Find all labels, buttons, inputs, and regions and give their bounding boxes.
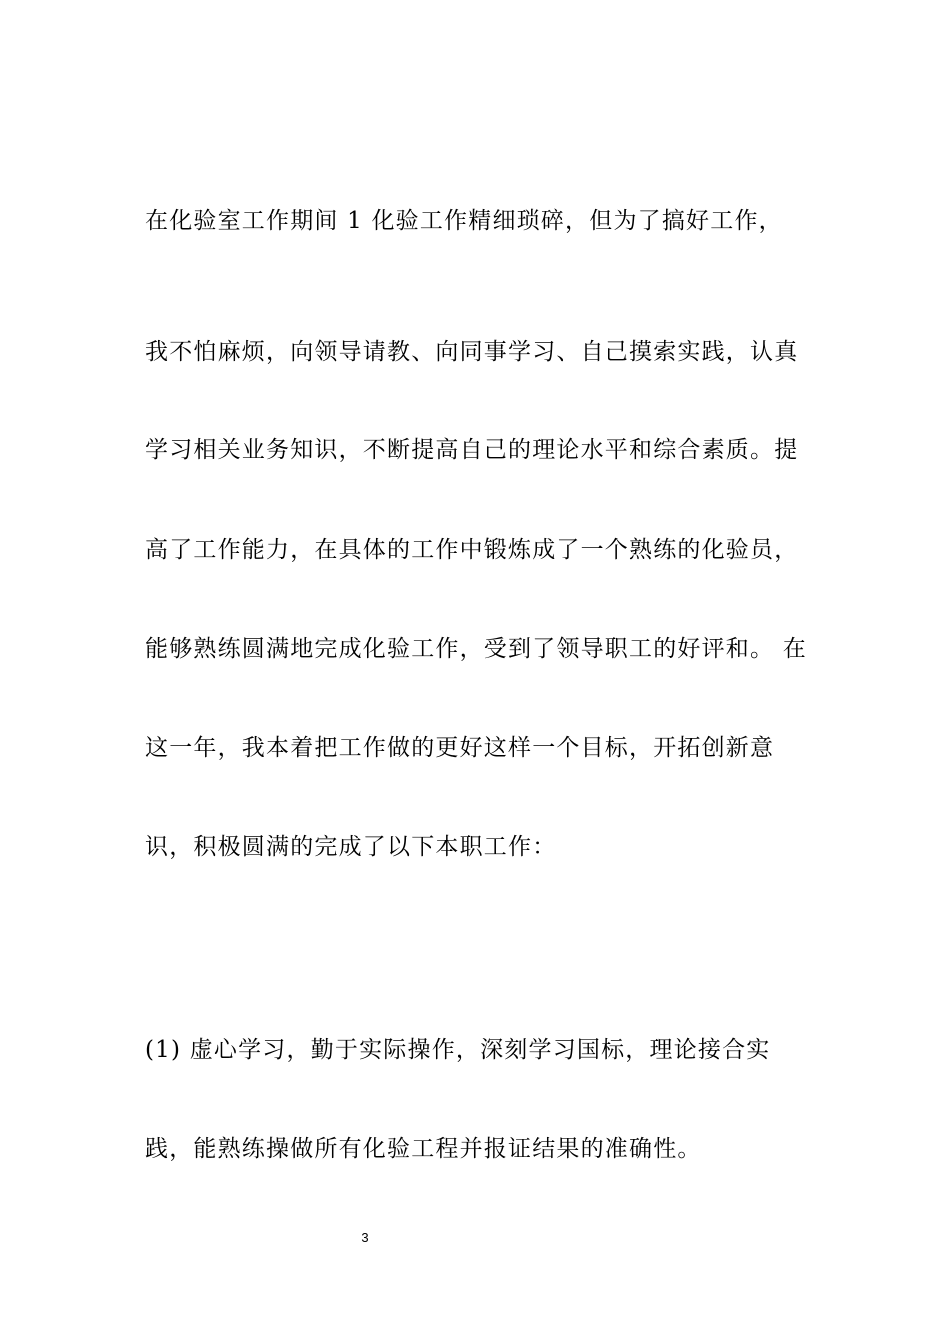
text-line: 这一年，我本着把工作做的更好这样一个目标，开拓创新意 (145, 735, 775, 761)
text-line: (1) 虚心学习，勤于实际操作，深刻学习国标，理论接合实 (145, 1037, 771, 1063)
text-line: 识，积极圆满的完成了以下本职工作： (145, 834, 557, 860)
text-line: 我不怕麻烦，向领导请教、向同事学习、自己摸索实践，认真 (145, 339, 799, 365)
text-line: 在化验室工作期间 1 化验工作精细琐碎，但为了搞好工作， (145, 208, 783, 234)
page-number: 3 (361, 1230, 369, 1245)
text-line: 学习相关业务知识，不断提高自己的理论水平和综合素质。提 (145, 437, 799, 463)
text-line: 能够熟练圆满地完成化验工作，受到了领导职工的好评和。 在 (145, 636, 807, 662)
text-line: 践，能熟练操做所有化验工程并报证结果的准确性。 (145, 1136, 702, 1162)
text-line: 高了工作能力，在具体的工作中锻炼成了一个熟练的化验员， (145, 537, 799, 563)
